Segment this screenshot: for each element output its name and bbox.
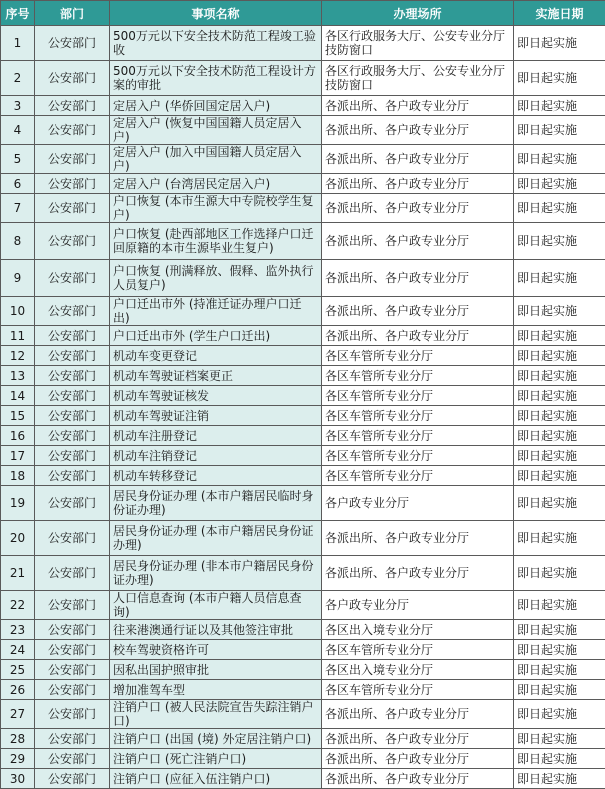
cell-item: 户口迁出市外 (持准迁证办理户口迁出) <box>110 297 322 326</box>
cell-place: 各派出所、各户政专业分厅 <box>322 521 514 556</box>
cell-place: 各区车管所专业分厅 <box>322 406 514 426</box>
cell-no: 7 <box>1 194 35 223</box>
cell-dept: 公安部门 <box>35 260 110 297</box>
table-row <box>1 660 605 680</box>
cell-no: 22 <box>1 591 35 620</box>
cell-place: 各区出入境专业分厅 <box>322 620 514 640</box>
cell-item: 机动车驾驶证档案更正 <box>110 366 322 386</box>
table-row <box>1 680 605 700</box>
cell-item: 500万元以下安全技术防范工程竣工验收 <box>110 26 322 61</box>
cell-date: 即日起实施 <box>514 26 605 61</box>
cell-dept: 公安部门 <box>35 466 110 486</box>
cell-date: 即日起实施 <box>514 223 605 260</box>
cell-no: 16 <box>1 426 35 446</box>
cell-no: 2 <box>1 61 35 96</box>
table-row <box>1 96 605 116</box>
cell-item: 注销户口 (被人民法院宣告失踪注销户口) <box>110 700 322 729</box>
table-row <box>1 223 605 260</box>
cell-dept: 公安部门 <box>35 556 110 591</box>
cell-dept: 公安部门 <box>35 223 110 260</box>
cell-place: 各派出所、各户政专业分厅 <box>322 700 514 729</box>
table-row <box>1 174 605 194</box>
cell-place: 各区车管所专业分厅 <box>322 426 514 446</box>
cell-date: 即日起实施 <box>514 96 605 116</box>
table-row <box>1 61 605 96</box>
cell-no: 21 <box>1 556 35 591</box>
cell-dept: 公安部门 <box>35 116 110 145</box>
cell-date: 即日起实施 <box>514 406 605 426</box>
cell-place: 各区车管所专业分厅 <box>322 446 514 466</box>
cell-date: 即日起实施 <box>514 466 605 486</box>
cell-date: 即日起实施 <box>514 680 605 700</box>
cell-dept: 公安部门 <box>35 426 110 446</box>
table-row <box>1 466 605 486</box>
cell-dept: 公安部门 <box>35 729 110 749</box>
table-row <box>1 700 605 729</box>
cell-no: 29 <box>1 749 35 769</box>
table-row <box>1 640 605 660</box>
cell-no: 17 <box>1 446 35 466</box>
table-row <box>1 326 605 346</box>
table-row <box>1 426 605 446</box>
cell-no: 11 <box>1 326 35 346</box>
cell-item: 人口信息查询 (本市户籍人员信息查询) <box>110 591 322 620</box>
table-row <box>1 620 605 640</box>
cell-dept: 公安部门 <box>35 61 110 96</box>
cell-place: 各区车管所专业分厅 <box>322 386 514 406</box>
table-row <box>1 346 605 366</box>
cell-item: 注销户口 (应征入伍注销户口) <box>110 769 322 789</box>
cell-dept: 公安部门 <box>35 366 110 386</box>
cell-no: 23 <box>1 620 35 640</box>
header-item: 事项名称 <box>110 1 322 26</box>
table-row <box>1 749 605 769</box>
cell-item: 机动车变更登记 <box>110 346 322 366</box>
header-place: 办理场所 <box>322 1 514 26</box>
cell-date: 即日起实施 <box>514 346 605 366</box>
cell-place: 各派出所、各户政专业分厅 <box>322 174 514 194</box>
table-row <box>1 591 605 620</box>
cell-item: 居民身份证办理 (本市户籍居民身份证办理) <box>110 521 322 556</box>
cell-place: 各派出所、各户政专业分厅 <box>322 297 514 326</box>
cell-place: 各派出所、各户政专业分厅 <box>322 556 514 591</box>
table-row <box>1 406 605 426</box>
cell-date: 即日起实施 <box>514 260 605 297</box>
header-no: 序号 <box>1 1 35 26</box>
cell-place: 各户政专业分厅 <box>322 591 514 620</box>
cell-place: 各区车管所专业分厅 <box>322 640 514 660</box>
cell-dept: 公安部门 <box>35 297 110 326</box>
cell-no: 19 <box>1 486 35 521</box>
table-row <box>1 729 605 749</box>
table-row <box>1 116 605 145</box>
cell-place: 各派出所、各户政专业分厅 <box>322 194 514 223</box>
cell-dept: 公安部门 <box>35 446 110 466</box>
cell-item: 居民身份证办理 (本市户籍居民临时身份证办理) <box>110 486 322 521</box>
table-row <box>1 446 605 466</box>
table-row <box>1 486 605 521</box>
cell-item: 机动车注册登记 <box>110 426 322 446</box>
cell-place: 各区车管所专业分厅 <box>322 346 514 366</box>
cell-item: 定居入户 (华侨回国定居入户) <box>110 96 322 116</box>
cell-dept: 公安部门 <box>35 346 110 366</box>
cell-date: 即日起实施 <box>514 640 605 660</box>
cell-no: 8 <box>1 223 35 260</box>
cell-no: 13 <box>1 366 35 386</box>
cell-dept: 公安部门 <box>35 145 110 174</box>
cell-no: 3 <box>1 96 35 116</box>
cell-place: 各派出所、各户政专业分厅 <box>322 96 514 116</box>
cell-no: 26 <box>1 680 35 700</box>
table-row <box>1 521 605 556</box>
header-date: 实施日期 <box>514 1 605 26</box>
cell-place: 各派出所、各户政专业分厅 <box>322 729 514 749</box>
cell-date: 即日起实施 <box>514 174 605 194</box>
cell-no: 18 <box>1 466 35 486</box>
cell-date: 即日起实施 <box>514 426 605 446</box>
cell-item: 定居入户 (加入中国国籍人员定居入户) <box>110 145 322 174</box>
cell-dept: 公安部门 <box>35 386 110 406</box>
cell-dept: 公安部门 <box>35 326 110 346</box>
table-row <box>1 26 605 61</box>
table-row <box>1 556 605 591</box>
cell-date: 即日起实施 <box>514 620 605 640</box>
cell-item: 机动车驾驶证核发 <box>110 386 322 406</box>
cell-item: 机动车驾驶证注销 <box>110 406 322 426</box>
cell-dept: 公安部门 <box>35 749 110 769</box>
cell-item: 户口恢复 (赴西部地区工作选择户口迁回原籍的本市生源毕业生复户) <box>110 223 322 260</box>
cell-dept: 公安部门 <box>35 174 110 194</box>
cell-date: 即日起实施 <box>514 145 605 174</box>
cell-item: 户口恢复 (本市生源大中专院校学生复户) <box>110 194 322 223</box>
cell-place: 各户政专业分厅 <box>322 486 514 521</box>
cell-item: 居民身份证办理 (非本市户籍居民身份证办理) <box>110 556 322 591</box>
cell-date: 即日起实施 <box>514 116 605 145</box>
cell-no: 9 <box>1 260 35 297</box>
table-row <box>1 145 605 174</box>
cell-item: 500万元以下安全技术防范工程设计方案的审批 <box>110 61 322 96</box>
header-row <box>1 1 605 26</box>
cell-place: 各区出入境专业分厅 <box>322 660 514 680</box>
cell-date: 即日起实施 <box>514 749 605 769</box>
cell-dept: 公安部门 <box>35 26 110 61</box>
cell-date: 即日起实施 <box>514 521 605 556</box>
cell-no: 30 <box>1 769 35 789</box>
cell-dept: 公安部门 <box>35 486 110 521</box>
cell-date: 即日起实施 <box>514 700 605 729</box>
cell-dept: 公安部门 <box>35 640 110 660</box>
cell-date: 即日起实施 <box>514 729 605 749</box>
cell-no: 1 <box>1 26 35 61</box>
cell-no: 15 <box>1 406 35 426</box>
cell-date: 即日起实施 <box>514 386 605 406</box>
cell-date: 即日起实施 <box>514 486 605 521</box>
cell-item: 户口恢复 (刑满释放、假释、监外执行人员复户) <box>110 260 322 297</box>
cell-dept: 公安部门 <box>35 591 110 620</box>
cell-dept: 公安部门 <box>35 660 110 680</box>
cell-item: 户口迁出市外 (学生户口迁出) <box>110 326 322 346</box>
cell-place: 各区行政服务大厅、公安专业分厅技防窗口 <box>322 61 514 96</box>
table-row <box>1 769 605 789</box>
cell-date: 即日起实施 <box>514 297 605 326</box>
cell-no: 12 <box>1 346 35 366</box>
cell-item: 机动车转移登记 <box>110 466 322 486</box>
cell-dept: 公安部门 <box>35 194 110 223</box>
cell-date: 即日起实施 <box>514 326 605 346</box>
cell-dept: 公安部门 <box>35 700 110 729</box>
cell-dept: 公安部门 <box>35 521 110 556</box>
cell-place: 各派出所、各户政专业分厅 <box>322 116 514 145</box>
cell-place: 各派出所、各户政专业分厅 <box>322 749 514 769</box>
table-row <box>1 297 605 326</box>
cell-no: 10 <box>1 297 35 326</box>
table-row <box>1 386 605 406</box>
cell-dept: 公安部门 <box>35 96 110 116</box>
cell-no: 20 <box>1 521 35 556</box>
cell-date: 即日起实施 <box>514 591 605 620</box>
cell-place: 各派出所、各户政专业分厅 <box>322 145 514 174</box>
header-dept: 部门 <box>35 1 110 26</box>
cell-date: 即日起实施 <box>514 366 605 386</box>
cell-place: 各区车管所专业分厅 <box>322 366 514 386</box>
cell-item: 增加准驾车型 <box>110 680 322 700</box>
table-row <box>1 260 605 297</box>
cell-place: 各区行政服务大厅、公安专业分厅技防窗口 <box>322 26 514 61</box>
cell-no: 24 <box>1 640 35 660</box>
cell-place: 各派出所、各户政专业分厅 <box>322 769 514 789</box>
cell-no: 4 <box>1 116 35 145</box>
cell-date: 即日起实施 <box>514 556 605 591</box>
cell-no: 5 <box>1 145 35 174</box>
cell-place: 各派出所、各户政专业分厅 <box>322 260 514 297</box>
cell-item: 校车驾驶资格许可 <box>110 640 322 660</box>
cell-date: 即日起实施 <box>514 769 605 789</box>
cell-dept: 公安部门 <box>35 620 110 640</box>
cell-no: 25 <box>1 660 35 680</box>
cell-item: 定居入户 (恢复中国国籍人员定居入户) <box>110 116 322 145</box>
table-row <box>1 366 605 386</box>
cell-item: 注销户口 (死亡注销户口) <box>110 749 322 769</box>
cell-date: 即日起实施 <box>514 660 605 680</box>
cell-date: 即日起实施 <box>514 61 605 96</box>
cell-dept: 公安部门 <box>35 680 110 700</box>
cell-date: 即日起实施 <box>514 194 605 223</box>
cell-item: 因私出国护照审批 <box>110 660 322 680</box>
cell-place: 各区车管所专业分厅 <box>322 466 514 486</box>
cell-no: 14 <box>1 386 35 406</box>
cell-place: 各区车管所专业分厅 <box>322 680 514 700</box>
table-row <box>1 194 605 223</box>
cell-no: 28 <box>1 729 35 749</box>
cell-item: 机动车注销登记 <box>110 446 322 466</box>
cell-dept: 公安部门 <box>35 406 110 426</box>
cell-place: 各派出所、各户政专业分厅 <box>322 223 514 260</box>
table-body <box>1 26 605 789</box>
cell-no: 6 <box>1 174 35 194</box>
cell-item: 定居入户 (台湾居民定居入户) <box>110 174 322 194</box>
cell-place: 各派出所、各户政专业分厅 <box>322 326 514 346</box>
cell-no: 27 <box>1 700 35 729</box>
cell-date: 即日起实施 <box>514 446 605 466</box>
cell-item: 注销户口 (出国 (境) 外定居注销户口) <box>110 729 322 749</box>
cell-dept: 公安部门 <box>35 769 110 789</box>
cell-item: 往来港澳通行证以及其他签注审批 <box>110 620 322 640</box>
